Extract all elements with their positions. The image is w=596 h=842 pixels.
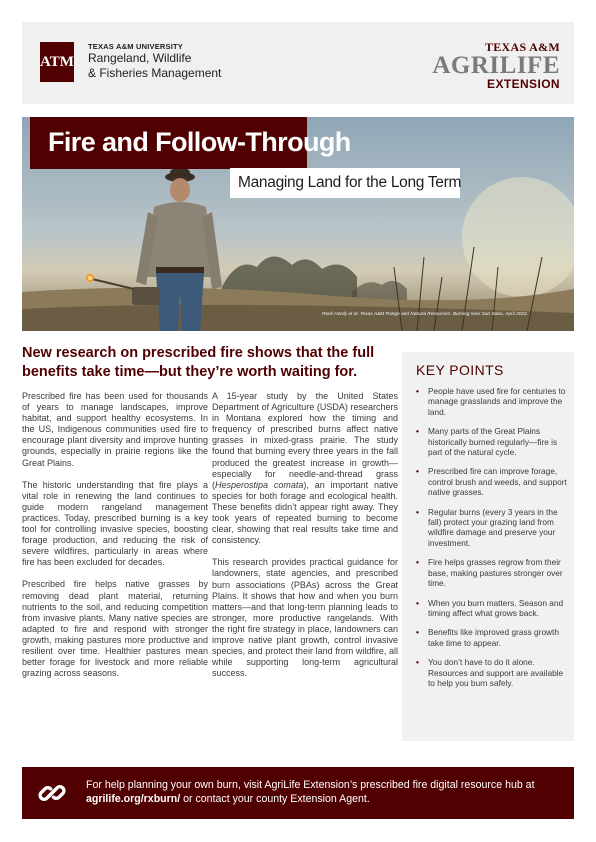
department-name-line1: Rangeland, Wildlife xyxy=(88,51,192,65)
key-point-item: • Prescribed fire can improve forage, control brush and weeds, and support native grasses. xyxy=(416,466,568,497)
page-subtitle: Managing Land for the Long Term xyxy=(238,174,462,191)
body-text: A 15-year study by the United States Department of Agriculture (USDA) researchers in Montana explored how the timing and frequency of prescribed burns affect native grasses in mixed-grass prairie. The study found that burning every three years in the fall produced the greatest increase in growth—especially for needle-and-thread grass ( xyxy=(212,391,398,490)
body-paragraph: Prescribed fire has been used for thousands of years to manage landscapes, improve habitat, and support healthy ecosystems. In the US, Indigenous communities used fire to encourage plant diversity and improve hunting grounds, especially in prairie regions like the Great Plains. xyxy=(22,391,208,468)
body-paragraph: Prescribed fire helps native grasses by removing dead plant material, returning nutrients to the soil, and reducing competition from invasive plants. Many native species are adapted to fire and respond with stronger growth, making pastures more productive and resilient over time. Healthier pastures mean better forage for livestock and more reliable grazing across seasons. xyxy=(22,579,208,679)
department-block xyxy=(88,42,221,81)
resource-hub-link[interactable]: agrilife.org/rxburn/ xyxy=(86,793,181,805)
university-name: TEXAS A&M UNIVERSITY xyxy=(88,42,183,51)
body-text: ), an important native species for both forage and ecological health. These benefits didn’t appear right away. They took years of repeated burning to become clear, showing that real results take time and consistency. xyxy=(212,479,399,546)
footer-text-after: or contact your county Extension Agent. xyxy=(180,793,370,805)
lead-statement: New research on prescribed fire shows that the full benefits take time—but they’re worth waiting for. xyxy=(22,345,375,380)
key-points-title: KEY POINTS xyxy=(416,362,504,378)
title-banner xyxy=(30,117,351,169)
key-point-item: • Fire helps grasses regrow from their base, making pastures stronger over time. xyxy=(416,557,568,588)
subtitle-banner xyxy=(230,168,460,198)
link-icon xyxy=(38,779,66,807)
key-points-list xyxy=(416,386,568,697)
agrilife-extension-logo xyxy=(432,40,560,91)
species-name: Hesperostipa comata xyxy=(215,479,304,490)
tamu-logo: ATM xyxy=(40,42,74,82)
body-paragraph xyxy=(212,391,398,546)
footer-text-before: For help planning your own burn, visit AgriLife Extension’s prescribed fire digital resource hub at xyxy=(86,779,535,791)
key-point-item: • People have used fire for centuries to manage grasslands and improve the land. xyxy=(416,386,568,417)
header-band xyxy=(22,22,574,104)
key-point-item: • Benefits like improved grass growth take time to appear. xyxy=(416,627,568,648)
body-paragraph: The historic understanding that fire plays a vital role in renewing the land continues to guide modern rangeland management practices. Today, prescribed burning is a key tool for controlling invasive species, boosting forage production, and reducing the risk of severe wildfires, particularly in areas where fire has been excluded for decades. xyxy=(22,479,208,568)
key-points-panel xyxy=(402,352,574,741)
key-point-item: • You don’t have to do it alone. Resources and support are available to help you burn safely. xyxy=(416,657,568,688)
key-point-item: • When you burn matters. Season and timing affect what grows back. xyxy=(416,598,568,619)
body-column-middle xyxy=(212,391,398,690)
agrilife-logo-top: TEXAS A&M xyxy=(484,40,560,54)
department-name-line2: & Fisheries Management xyxy=(88,66,222,80)
footer-text xyxy=(86,778,556,806)
photo-credit: Rock Hardy et al. Texas A&M Range and Natural Resources. Burning near San Saba, April 2022. xyxy=(322,312,529,317)
agrilife-logo-word: AGRILIFE xyxy=(432,52,560,79)
agrilife-logo-bottom: EXTENSION xyxy=(487,77,560,91)
body-column-left xyxy=(22,391,208,690)
footer-callout xyxy=(22,767,574,819)
key-point-item: • Many parts of the Great Plains historically burned regularly—fire is part of the natural cycle. xyxy=(416,426,568,457)
body-paragraph: This research provides practical guidance for landowners, state agencies, and prescribed burn associations (PBAs) across the Great Plains. It shows that how and when you burn matters—and that long-term planning leads to stronger, more productive rangelands. With the right fire strategy in place, landowners can improve native plant growth, control invasive species, and protect their land from wildfire, all while supporting long-term agricultural success. xyxy=(212,557,398,679)
page-title: Fire and Follow-Through xyxy=(48,127,351,157)
sun-glow xyxy=(462,177,574,297)
key-point-item: • Regular burns (every 3 years in the fall) protect your grazing land from wildfire damage and preserve your investment. xyxy=(416,507,568,549)
